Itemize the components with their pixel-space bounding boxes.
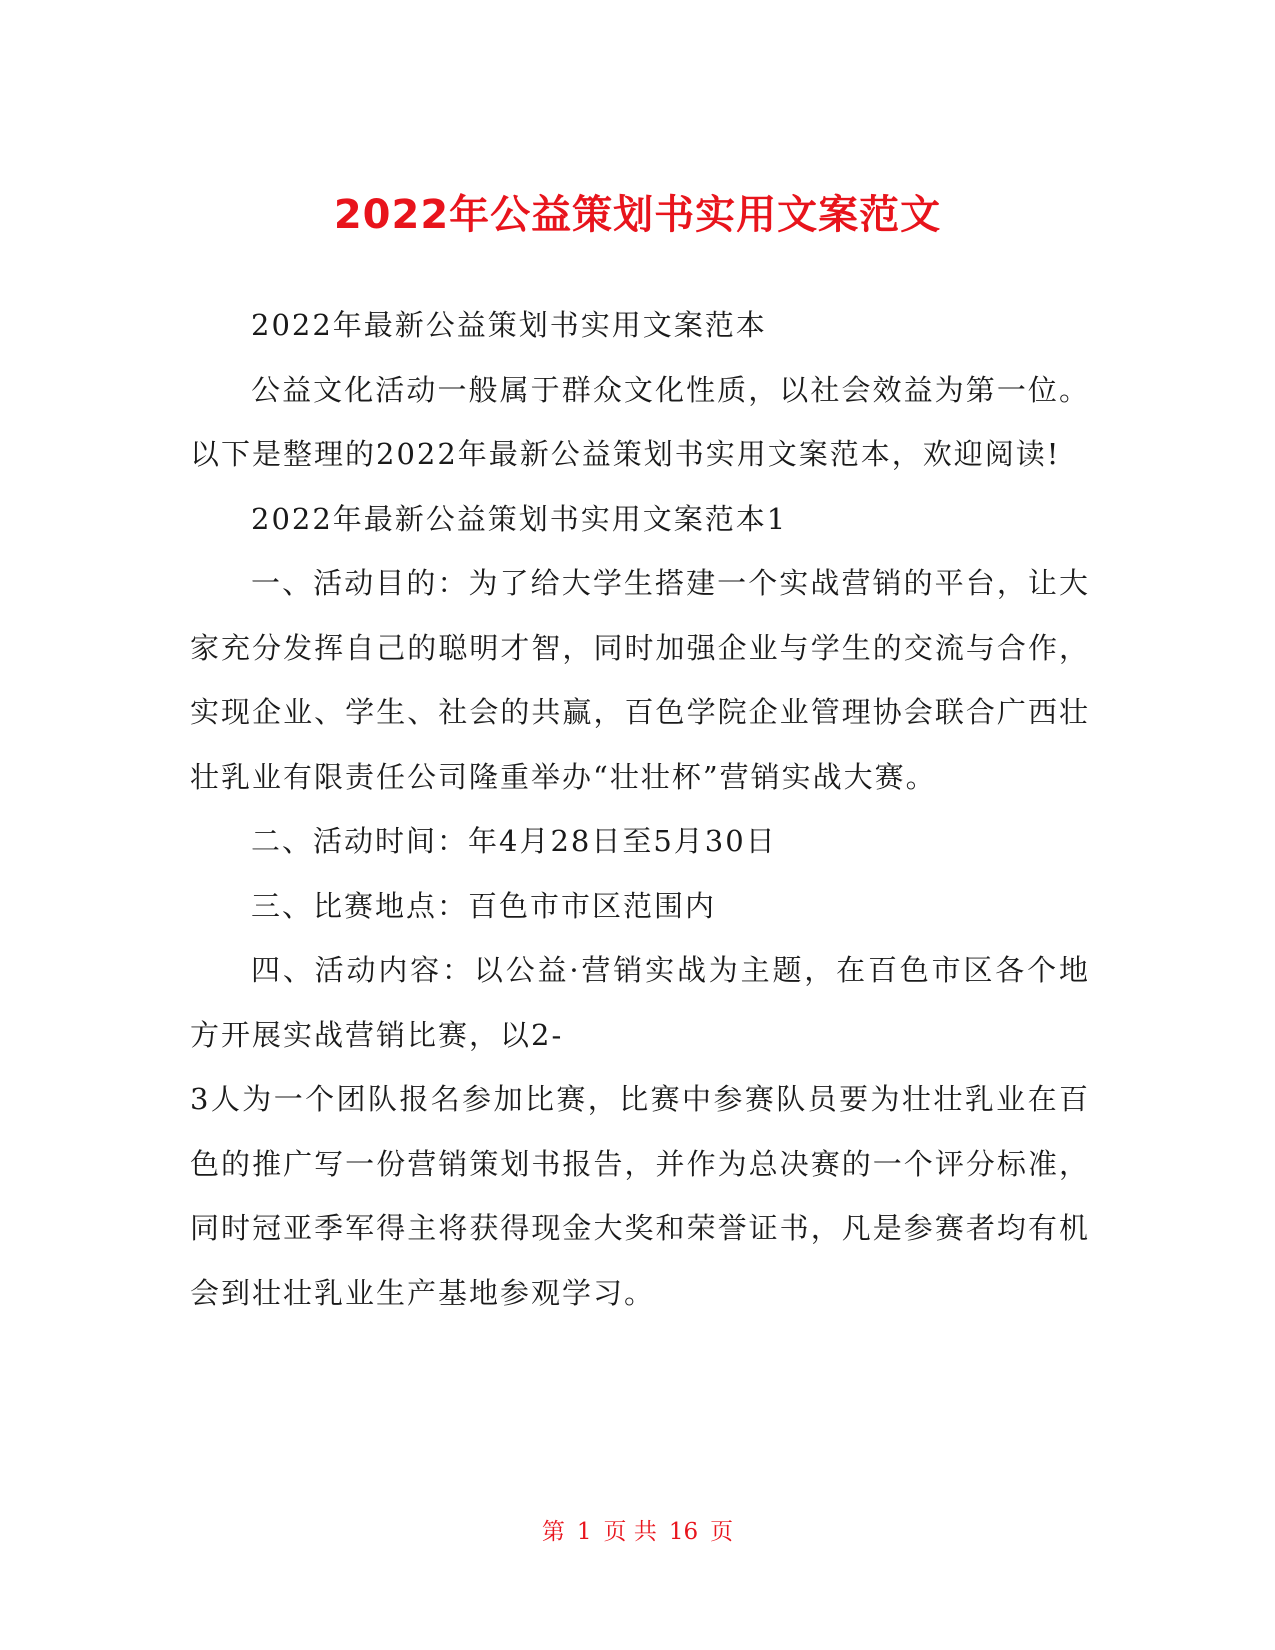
paragraph-subtitle: 2022年最新公益策划书实用文案范本	[251, 308, 767, 342]
paragraph-activity-content: 四、活动内容：以公益·营销实战为主题，在百色市区各个地方开展实战营销比赛，以2-	[190, 953, 1090, 1052]
document-body	[190, 293, 1090, 1325]
footer-total-pages: 16	[668, 1519, 699, 1545]
paragraph-intro: 公益文化活动一般属于群众文化性质，以社会效益为第一位。以下是整理的2022年最新公益策划书实用文案范本，欢迎阅读!	[190, 372, 1090, 471]
page-footer	[0, 1517, 1275, 1547]
paragraph-activity-purpose: 一、活动目的：为了给大学生搭建一个实战营销的平台，让大家充分发挥自己的聪明才智，同时加强企业与学生的交流与合作，实现企业、学生、社会的共赢，百色学院企业管理协会联合广西壮壮乳业有限责任公司隆重举办“壮壮杯”营销实战大赛。	[190, 566, 1090, 794]
paragraph-activity-content-continued: 3人为一个团队报名参加比赛，比赛中参赛队员要为壮壮乳业在百色的推广写一份营销策划书报告，并作为总决赛的一个评分标准，同时冠亚季军得主将获得现金大奖和荣誉证书，凡是参赛者均有机会到壮壮乳业生产基地参观学习。	[190, 1082, 1090, 1310]
page-title: 2022年公益策划书实用文案范文	[333, 191, 942, 238]
paragraph-section-heading: 2022年最新公益策划书实用文案范本1	[251, 501, 788, 536]
paragraph-venue: 三、比赛地点：百色市市区范围内	[251, 888, 717, 923]
footer-middle: 页 共	[603, 1519, 657, 1545]
footer-prefix: 第	[541, 1519, 565, 1545]
paragraph-activity-time: 二、活动时间：年4月28日至5月30日	[251, 824, 777, 858]
footer-suffix: 页	[710, 1519, 734, 1545]
footer-current-page: 1	[576, 1519, 592, 1545]
